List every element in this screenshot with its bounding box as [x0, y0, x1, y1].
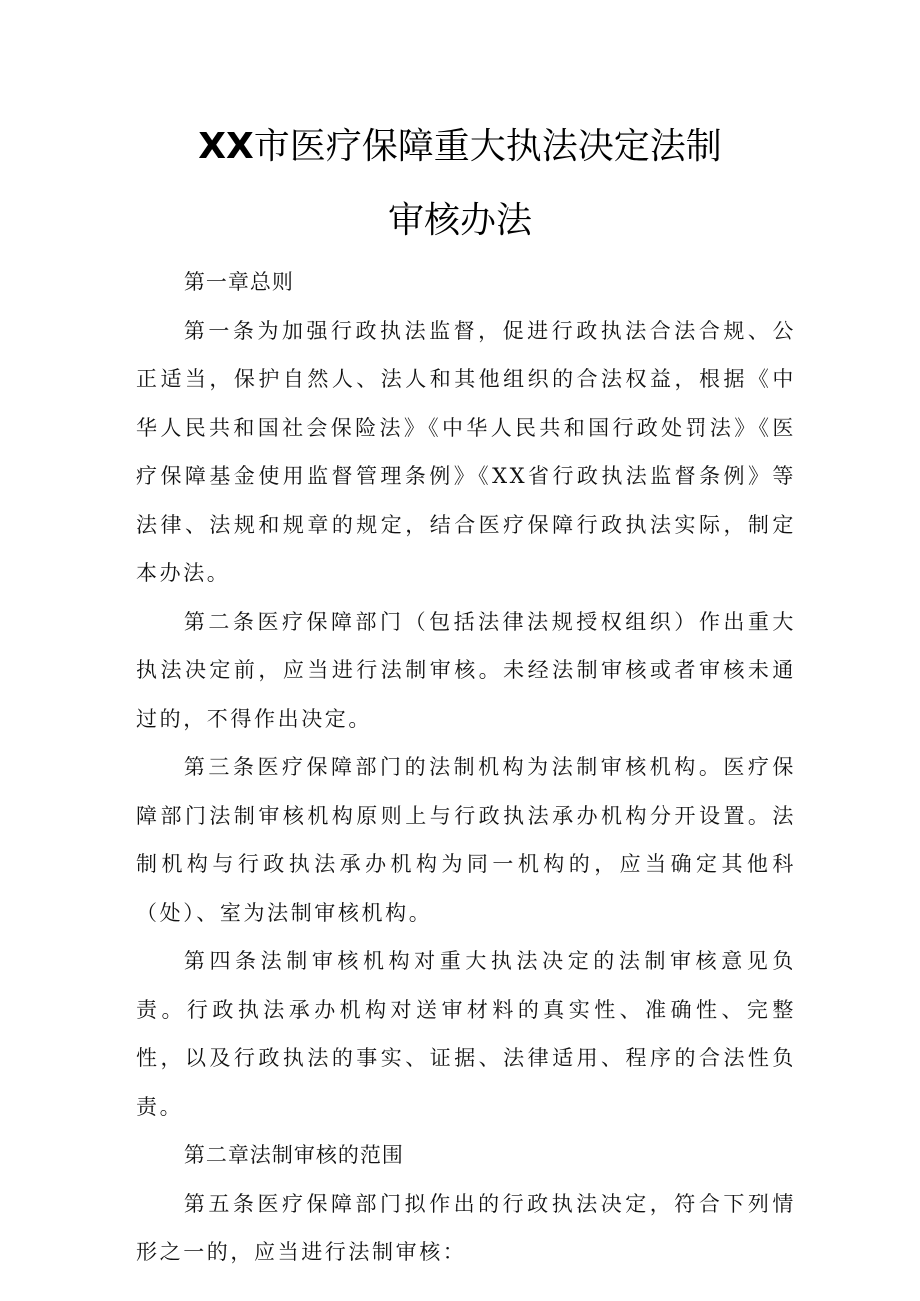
document-title-line-2: 审核办法 [387, 200, 532, 241]
article-4: 第四条法制审核机构对重大执法决定的法制审核意见负责。行政执法承办机构对送审材料的真实性、准确性、完整性，以及行政执法的事实、证据、法律适用、程序的合法性负责。 [136, 949, 796, 1119]
document-body [136, 258, 796, 1277]
title-xx-prefix: XX [198, 126, 254, 167]
chapter-heading-1: 第一章总则 [183, 270, 294, 294]
title-line-1-text: 市医疗保障重大执法决定法制 [253, 126, 722, 167]
chapter-heading-2: 第二章法制审核的范围 [183, 1143, 404, 1167]
article-2: 第二条医疗保障部门（包括法律法规授权组织）作出重大执法决定前，应当进行法制审核。未经法制审核或者审核未通过的，不得作出决定。 [136, 609, 796, 731]
article-3: 第三条医疗保障部门的法制机构为法制审核机构。医疗保障部门法制审核机构原则上与行政执法承办机构分开设置。法制机构与行政执法承办机构为同一机构的，应当确定其他科（处）、室为法制审核机构。 [136, 755, 796, 925]
document-title-line-1 [0, 126, 920, 167]
article-5: 第五条医疗保障部门拟作出的行政执法决定，符合下列情形之一的，应当进行法制审核： [136, 1191, 796, 1264]
article-1: 第一条为加强行政执法监督，促进行政执法合法合规、公正适当，保护自然人、法人和其他组织的合法权益，根据《中华人民共和国社会保险法》《中华人民共和国行政处罚法》《医疗保障基金使用监督管理条例》《XX省行政执法监督条例》等法律、法规和规章的规定，结合医疗保障行政执法实际，制定本办法。 [136, 318, 796, 585]
